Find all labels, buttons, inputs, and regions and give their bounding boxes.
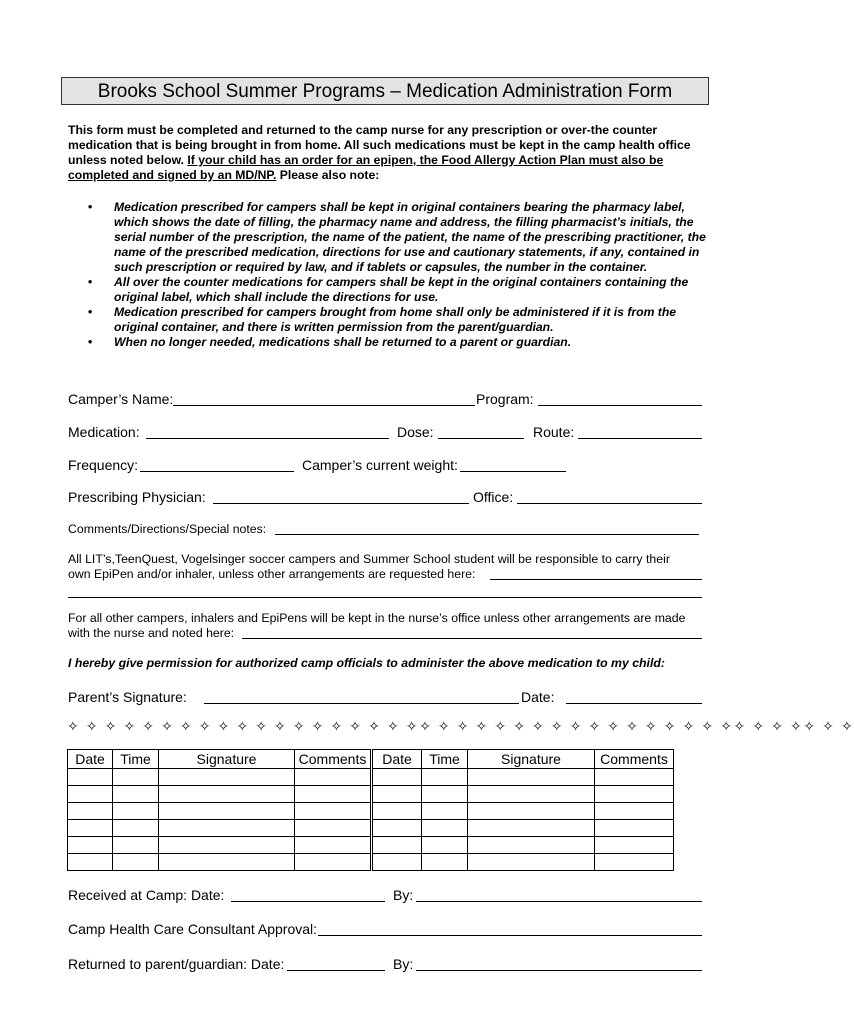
- log-cell[interactable]: [595, 803, 674, 820]
- log-cell[interactable]: [113, 820, 159, 837]
- log-cell[interactable]: [159, 803, 295, 820]
- received-label: Received at Camp: Date:: [68, 887, 225, 903]
- lit-arrangements-field-extra[interactable]: [68, 597, 702, 598]
- table-header-row: [68, 750, 674, 769]
- list-item: • All over the counter medications for campers shall be kept in the original containers containing the original label, which shall include the directions for use.: [88, 275, 689, 304]
- comments-field[interactable]: [275, 534, 699, 535]
- parent-date-field[interactable]: [566, 703, 702, 704]
- header-comments: Comments: [295, 750, 372, 769]
- log-cell[interactable]: [159, 820, 295, 837]
- permission-statement: I hereby give permission for authorized camp officials to administer the above medication to my child:: [68, 656, 665, 670]
- campers-name-field[interactable]: [173, 405, 475, 406]
- log-cell[interactable]: [595, 854, 674, 871]
- received-by-field[interactable]: [416, 901, 702, 902]
- diamond-divider: ✧ ✧ ✧ ✧ ✧ ✧ ✧ ✧ ✧ ✧ ✧ ✧ ✧ ✧ ✧ ✧ ✧ ✧ ✧✧ ✧ ✧ ✧ ✧ ✧ ✧ ✧ ✧ ✧ ✧ ✧ ✧ ✧ ✧ ✧ ✧✧ ✧ ✧ ✧✧ ✧ ✧: [67, 718, 854, 734]
- office-field[interactable]: [517, 503, 702, 504]
- log-cell[interactable]: [68, 786, 113, 803]
- log-cell[interactable]: [159, 837, 295, 854]
- header-comments-2: Comments: [595, 750, 674, 769]
- table-row: [68, 769, 674, 786]
- approval-field[interactable]: [318, 935, 702, 936]
- intro-paragraph: [68, 123, 708, 183]
- other-note-line1: For all other campers, inhalers and EpiPens will be kept in the nurse’s office unless other arrangements are made: [68, 611, 686, 625]
- lit-note-line2: own EpiPen and/or inhaler, unless other arrangements are requested here:: [68, 567, 476, 581]
- log-cell[interactable]: [468, 820, 595, 837]
- intro-tail: Please also note:: [276, 168, 380, 182]
- weight-field[interactable]: [460, 471, 566, 472]
- medication-label: Medication:: [68, 424, 140, 440]
- list-item: • Medication prescribed for campers shall be kept in original containers bearing the pharmacy label, which shows the date of filling, the pharmacy name and address, the filling pharmacist’s initials, the serial number of the prescription, the name of the patient, the name of the prescribing practitioner, the name of the prescribed medication, directions for use and cautionary statements, if any, contained in such prescription or required by law, and if tablets or capsules, the number in the container.: [88, 200, 706, 274]
- frequency-field[interactable]: [140, 471, 294, 472]
- log-cell[interactable]: [159, 769, 295, 786]
- log-cell[interactable]: [372, 837, 422, 854]
- bullet-icon: •: [88, 275, 93, 289]
- log-cell[interactable]: [422, 786, 468, 803]
- log-cell[interactable]: [68, 769, 113, 786]
- log-cell[interactable]: [159, 786, 295, 803]
- lit-arrangements-field[interactable]: [490, 579, 702, 580]
- log-cell[interactable]: [113, 786, 159, 803]
- log-cell[interactable]: [113, 837, 159, 854]
- table-row: [68, 820, 674, 837]
- list-item: • When no longer needed, medications shall be returned to a parent or guardian.: [88, 335, 572, 349]
- log-cell[interactable]: [422, 820, 468, 837]
- log-cell[interactable]: [422, 854, 468, 871]
- log-cell[interactable]: [468, 854, 595, 871]
- header-date: Date: [68, 750, 113, 769]
- header-signature: Signature: [159, 750, 295, 769]
- header-signature-2: Signature: [468, 750, 595, 769]
- log-cell[interactable]: [295, 837, 372, 854]
- returned-date-field[interactable]: [287, 970, 385, 971]
- dose-label: Dose:: [397, 424, 434, 440]
- log-cell[interactable]: [595, 837, 674, 854]
- approval-label: Camp Health Care Consultant Approval:: [68, 921, 318, 937]
- log-cell[interactable]: [422, 837, 468, 854]
- bullet-icon: •: [88, 335, 93, 349]
- comments-label: Comments/Directions/Special notes:: [68, 522, 267, 536]
- log-cell[interactable]: [113, 803, 159, 820]
- log-cell[interactable]: [295, 854, 372, 871]
- log-cell[interactable]: [468, 786, 595, 803]
- administration-log-table: [67, 749, 674, 871]
- header-time-2: Time: [422, 750, 468, 769]
- log-cell[interactable]: [468, 837, 595, 854]
- table-row: [68, 803, 674, 820]
- log-cell[interactable]: [295, 820, 372, 837]
- returned-by-label: By:: [393, 956, 414, 972]
- frequency-label: Frequency:: [68, 457, 139, 473]
- received-date-field[interactable]: [231, 901, 385, 902]
- intro-text: This form must be completed and returned to the camp nurse for any prescription or over-the counter medication that is being brought in from home. All such medications must be kept in the camp health office unless noted below.: [68, 123, 691, 167]
- log-cell[interactable]: [113, 854, 159, 871]
- table-row: [68, 837, 674, 854]
- log-cell[interactable]: [422, 803, 468, 820]
- log-cell[interactable]: [422, 769, 468, 786]
- physician-label: Prescribing Physician:: [68, 489, 206, 505]
- form-title: Brooks School Summer Programs – Medication Administration Form: [61, 77, 709, 105]
- log-cell[interactable]: [372, 854, 422, 871]
- log-cell[interactable]: [372, 769, 422, 786]
- log-cell[interactable]: [68, 820, 113, 837]
- dose-field[interactable]: [438, 438, 524, 439]
- program-field[interactable]: [538, 405, 702, 406]
- medication-field[interactable]: [146, 438, 389, 439]
- log-cell[interactable]: [68, 837, 113, 854]
- program-label: Program:: [476, 391, 534, 407]
- log-cell[interactable]: [468, 769, 595, 786]
- log-cell[interactable]: [372, 803, 422, 820]
- bullet-icon: •: [88, 200, 93, 214]
- log-cell[interactable]: [68, 803, 113, 820]
- returned-by-field[interactable]: [416, 970, 702, 971]
- route-field[interactable]: [578, 438, 702, 439]
- list-item: • Medication prescribed for campers brought from home shall only be administered if it is from the original container, and there is written permission from the parent/guardian.: [88, 305, 677, 334]
- log-cell[interactable]: [595, 786, 674, 803]
- log-cell[interactable]: [68, 854, 113, 871]
- log-cell[interactable]: [159, 854, 295, 871]
- campers-name-label: Camper’s Name:: [68, 391, 174, 407]
- log-cell[interactable]: [295, 786, 372, 803]
- log-cell[interactable]: [113, 769, 159, 786]
- received-by-label: By:: [393, 887, 414, 903]
- table-row: [68, 786, 674, 803]
- log-cell[interactable]: [295, 803, 372, 820]
- log-cell[interactable]: [595, 820, 674, 837]
- other-arrangements-field[interactable]: [242, 638, 702, 639]
- other-note-line2: with the nurse and noted here:: [68, 626, 235, 640]
- weight-label: Camper’s current weight:: [302, 457, 458, 473]
- intro-epipen-note: If your child has an order for an epipen, the Food Allergy Action Plan must also be completed and signed by an MD/NP.: [68, 153, 664, 182]
- bullet-icon: •: [88, 305, 93, 319]
- header-time: Time: [113, 750, 159, 769]
- log-cell[interactable]: [468, 803, 595, 820]
- log-cell[interactable]: [372, 786, 422, 803]
- table-row: [68, 854, 674, 871]
- returned-label: Returned to parent/guardian: Date:: [68, 956, 285, 972]
- header-date-2: Date: [372, 750, 422, 769]
- lit-note-line1: All LIT’s,TeenQuest, Vogelsinger soccer campers and Summer School student will be responsible to carry their: [68, 552, 670, 566]
- log-cell[interactable]: [595, 769, 674, 786]
- medication-rules-list: [80, 200, 710, 350]
- log-cell[interactable]: [372, 820, 422, 837]
- parent-date-label: Date:: [521, 689, 555, 705]
- log-cell[interactable]: [295, 769, 372, 786]
- route-label: Route:: [533, 424, 575, 440]
- physician-field[interactable]: [213, 503, 469, 504]
- office-label: Office:: [473, 489, 514, 505]
- parent-signature-label: Parent’s Signature:: [68, 689, 187, 705]
- parent-signature-field[interactable]: [204, 703, 519, 704]
